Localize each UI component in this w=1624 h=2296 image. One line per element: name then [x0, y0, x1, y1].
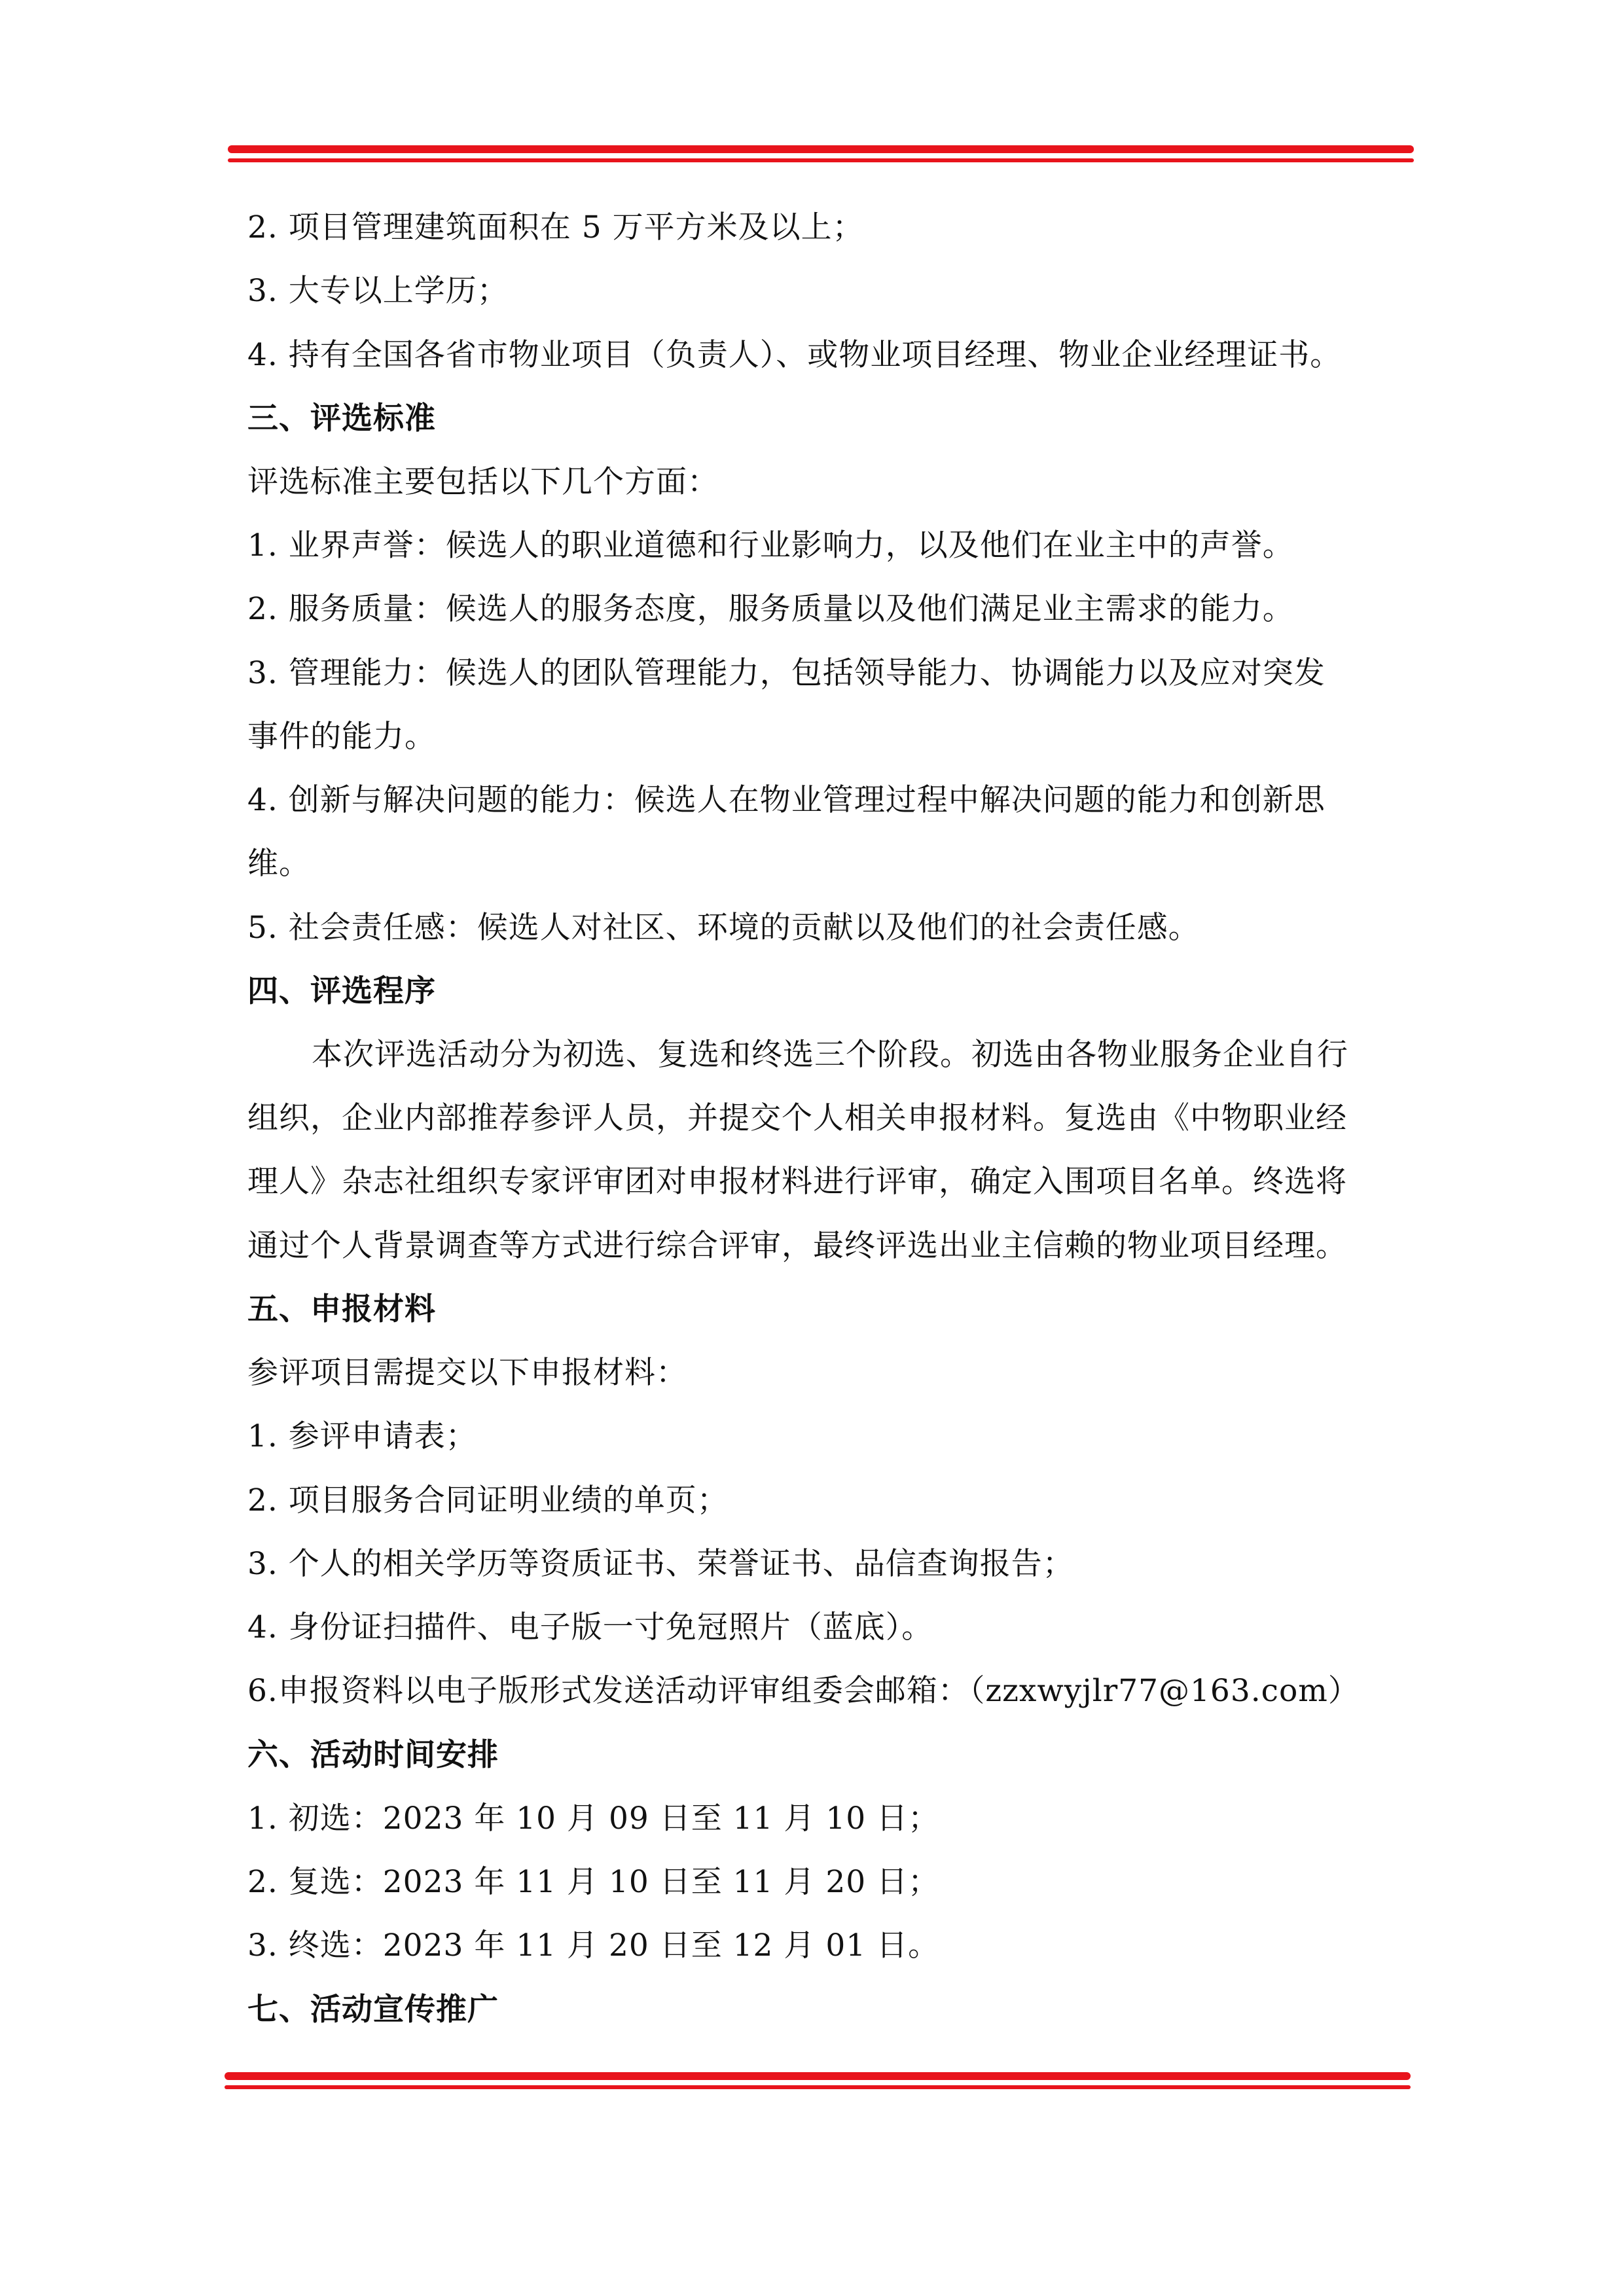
footer-rule-thick-line	[225, 2072, 1411, 2080]
criteria-item-5: 5. 社会责任感：候选人对社区、环境的贡献以及他们的社会责任感。	[247, 910, 1200, 946]
materials-item-4: 4. 身份证扫描件、电子版一寸免冠照片（蓝底）。	[247, 1609, 933, 1645]
section-heading-schedule: 六、活动时间安排	[247, 1737, 499, 1773]
materials-item-1: 1. 参评申请表；	[247, 1418, 477, 1454]
section-heading-procedure: 四、评选程序	[247, 973, 436, 1009]
footer-rule-thin-line	[225, 2085, 1411, 2089]
requirement-item-2: 2. 项目管理建筑面积在 5 万平方米及以上；	[247, 209, 864, 245]
materials-item-3: 3. 个人的相关学历等资质证书、荣誉证书、品信查询报告；	[247, 1546, 1074, 1582]
header-rule-thick-line	[228, 145, 1414, 153]
procedure-paragraph-line-1: 本次评选活动分为初选、复选和终选三个阶段。初选由各物业服务企业自行	[312, 1037, 1348, 1073]
criteria-item-4: 4. 创新与解决问题的能力：候选人在物业管理过程中解决问题的能力和创新思	[247, 782, 1326, 818]
criteria-item-1: 1. 业界声誉：候选人的职业道德和行业影响力，以及他们在业主中的声誉。	[247, 528, 1294, 564]
criteria-item-3-cont: 事件的能力。	[247, 719, 436, 755]
procedure-paragraph-line-2: 组织，企业内部推荐参评人员，并提交个人相关申报材料。复选由《中物职业经	[247, 1100, 1347, 1136]
schedule-item-3: 3. 终选：2023 年 11 月 20 日至 12 月 01 日。	[247, 1928, 940, 1964]
materials-intro: 参评项目需提交以下申报材料：	[247, 1355, 687, 1391]
requirement-item-3: 3. 大专以上学历；	[247, 273, 509, 309]
procedure-paragraph-line-4: 通过个人背景调查等方式进行综合评审，最终评选出业主信赖的物业项目经理。	[247, 1228, 1347, 1264]
section-heading-promotion: 七、活动宣传推广	[247, 1992, 499, 2028]
header-red-rule	[228, 145, 1414, 162]
criteria-intro: 评选标准主要包括以下几个方面：	[247, 464, 719, 500]
criteria-item-3: 3. 管理能力：候选人的团队管理能力，包括领导能力、协调能力以及应对突发	[247, 655, 1326, 691]
footer-red-rule	[225, 2072, 1411, 2089]
materials-submission-email: 6.申报资料以电子版形式发送活动评审组委会邮箱：（zzxwyjlr77@163.com）	[247, 1673, 1360, 1709]
header-rule-thin-line	[228, 158, 1414, 162]
schedule-item-2: 2. 复选：2023 年 11 月 10 日至 11 月 20 日；	[247, 1864, 940, 1900]
materials-item-2: 2. 项目服务合同证明业绩的单页；	[247, 1482, 729, 1518]
section-heading-materials: 五、申报材料	[247, 1291, 436, 1327]
procedure-paragraph-line-3: 理人》杂志社组织专家评审团对申报材料进行评审，确定入围项目名单。终选将	[247, 1164, 1347, 1200]
section-heading-criteria: 三、评选标准	[247, 401, 436, 437]
criteria-item-4-cont: 维。	[247, 846, 310, 882]
schedule-item-1: 1. 初选：2023 年 10 月 09 日至 11 月 10 日；	[247, 1801, 940, 1837]
criteria-item-2: 2. 服务质量：候选人的服务态度，服务质量以及他们满足业主需求的能力。	[247, 591, 1294, 627]
requirement-item-4: 4. 持有全国各省市物业项目（负责人）、或物业项目经理、物业企业经理证书。	[247, 337, 1342, 373]
